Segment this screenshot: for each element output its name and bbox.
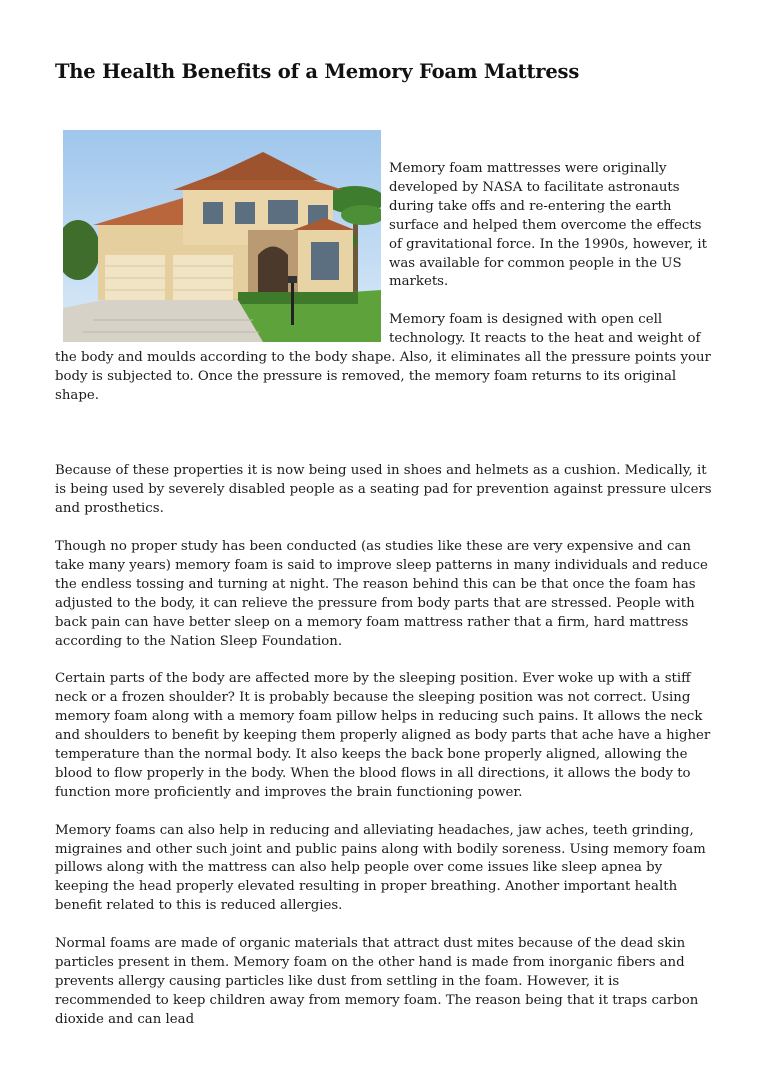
- house-photo-icon: [63, 130, 381, 342]
- paragraph-3: Because of these properties it is now being used in shoes and helmets as a cushion. Medically, it is being used by severely disabled people as a seating pad for prevention against pressure ulcers and prosthetics.: [55, 463, 712, 517]
- page-title: The Health Benefits of a Memory Foam Mattress: [55, 60, 580, 83]
- paragraph-7: Normal foams are made of organic materials that attract dust mites because of the dead skin particles present in them. Memory foam on the other hand is made from inorganic fibers and prevents allergy causing particles like dust from settling in the foam. However, it is recommended to keep children away from memory foam. The reason being that it traps carbon dioxide and can lead: [55, 936, 699, 1027]
- paragraph-2: Memory foam is designed with open cell technology. It reacts to the heat and weight of the body and moulds according to the body shape. Also, it eliminates all the pressure points your body is subjected to. Once the pressure is removed, the memory foam returns to its original shape.: [55, 312, 711, 403]
- paragraph-4: Though no proper study has been conducted (as studies like these are very expensive and can take many years) memory foam is said to improve sleep patterns in many individuals and reduce the endless tossing and turning at night. The reason behind this can be that once the foam has adjusted to the body, it can relieve the pressure from body parts that are stressed. People with back pain can have better sleep on a memory foam mattress rather that a firm, hard mattress according to the Nation Sleep Foundation.: [55, 539, 708, 649]
- paragraph-5: Certain parts of the body are affected more by the sleeping position. Ever woke up with a stiff neck or a frozen shoulder? It is probably because the sleeping position was not correct. Using memory foam along with a memory foam pillow helps in reducing such pains. It allows the neck and shoulders to benefit by keeping them properly aligned as body parts that ache have a higher temperature than the normal body. It also keeps the back bone properly aligned, allowing the blood to flow properly in the body. When the blood flows in all directions, it allows the body to function more proficiently and improves the brain functioning power.: [55, 671, 711, 800]
- paragraph-1: Memory foam mattresses were originally developed by NASA to facilitate astronauts during take offs and re-entering the earth surface and helped them overcome the effects of gravitational force. In the 1990s, however, it was available for common people in the US markets.: [389, 161, 707, 290]
- article-body: [55, 160, 715, 1048]
- paragraph-6: Memory foams can also help in reducing and alleviating headaches, jaw aches, teeth grinding, migraines and other such joint and public pains along with bodily soreness. Using memory foam pillows along with the mattress can also help people over come issues like sleep apnea by keeping the head properly elevated resulting in proper breathing. Another important health benefit related to this is reduced allergies.: [55, 822, 706, 914]
- house-photo: [63, 130, 381, 342]
